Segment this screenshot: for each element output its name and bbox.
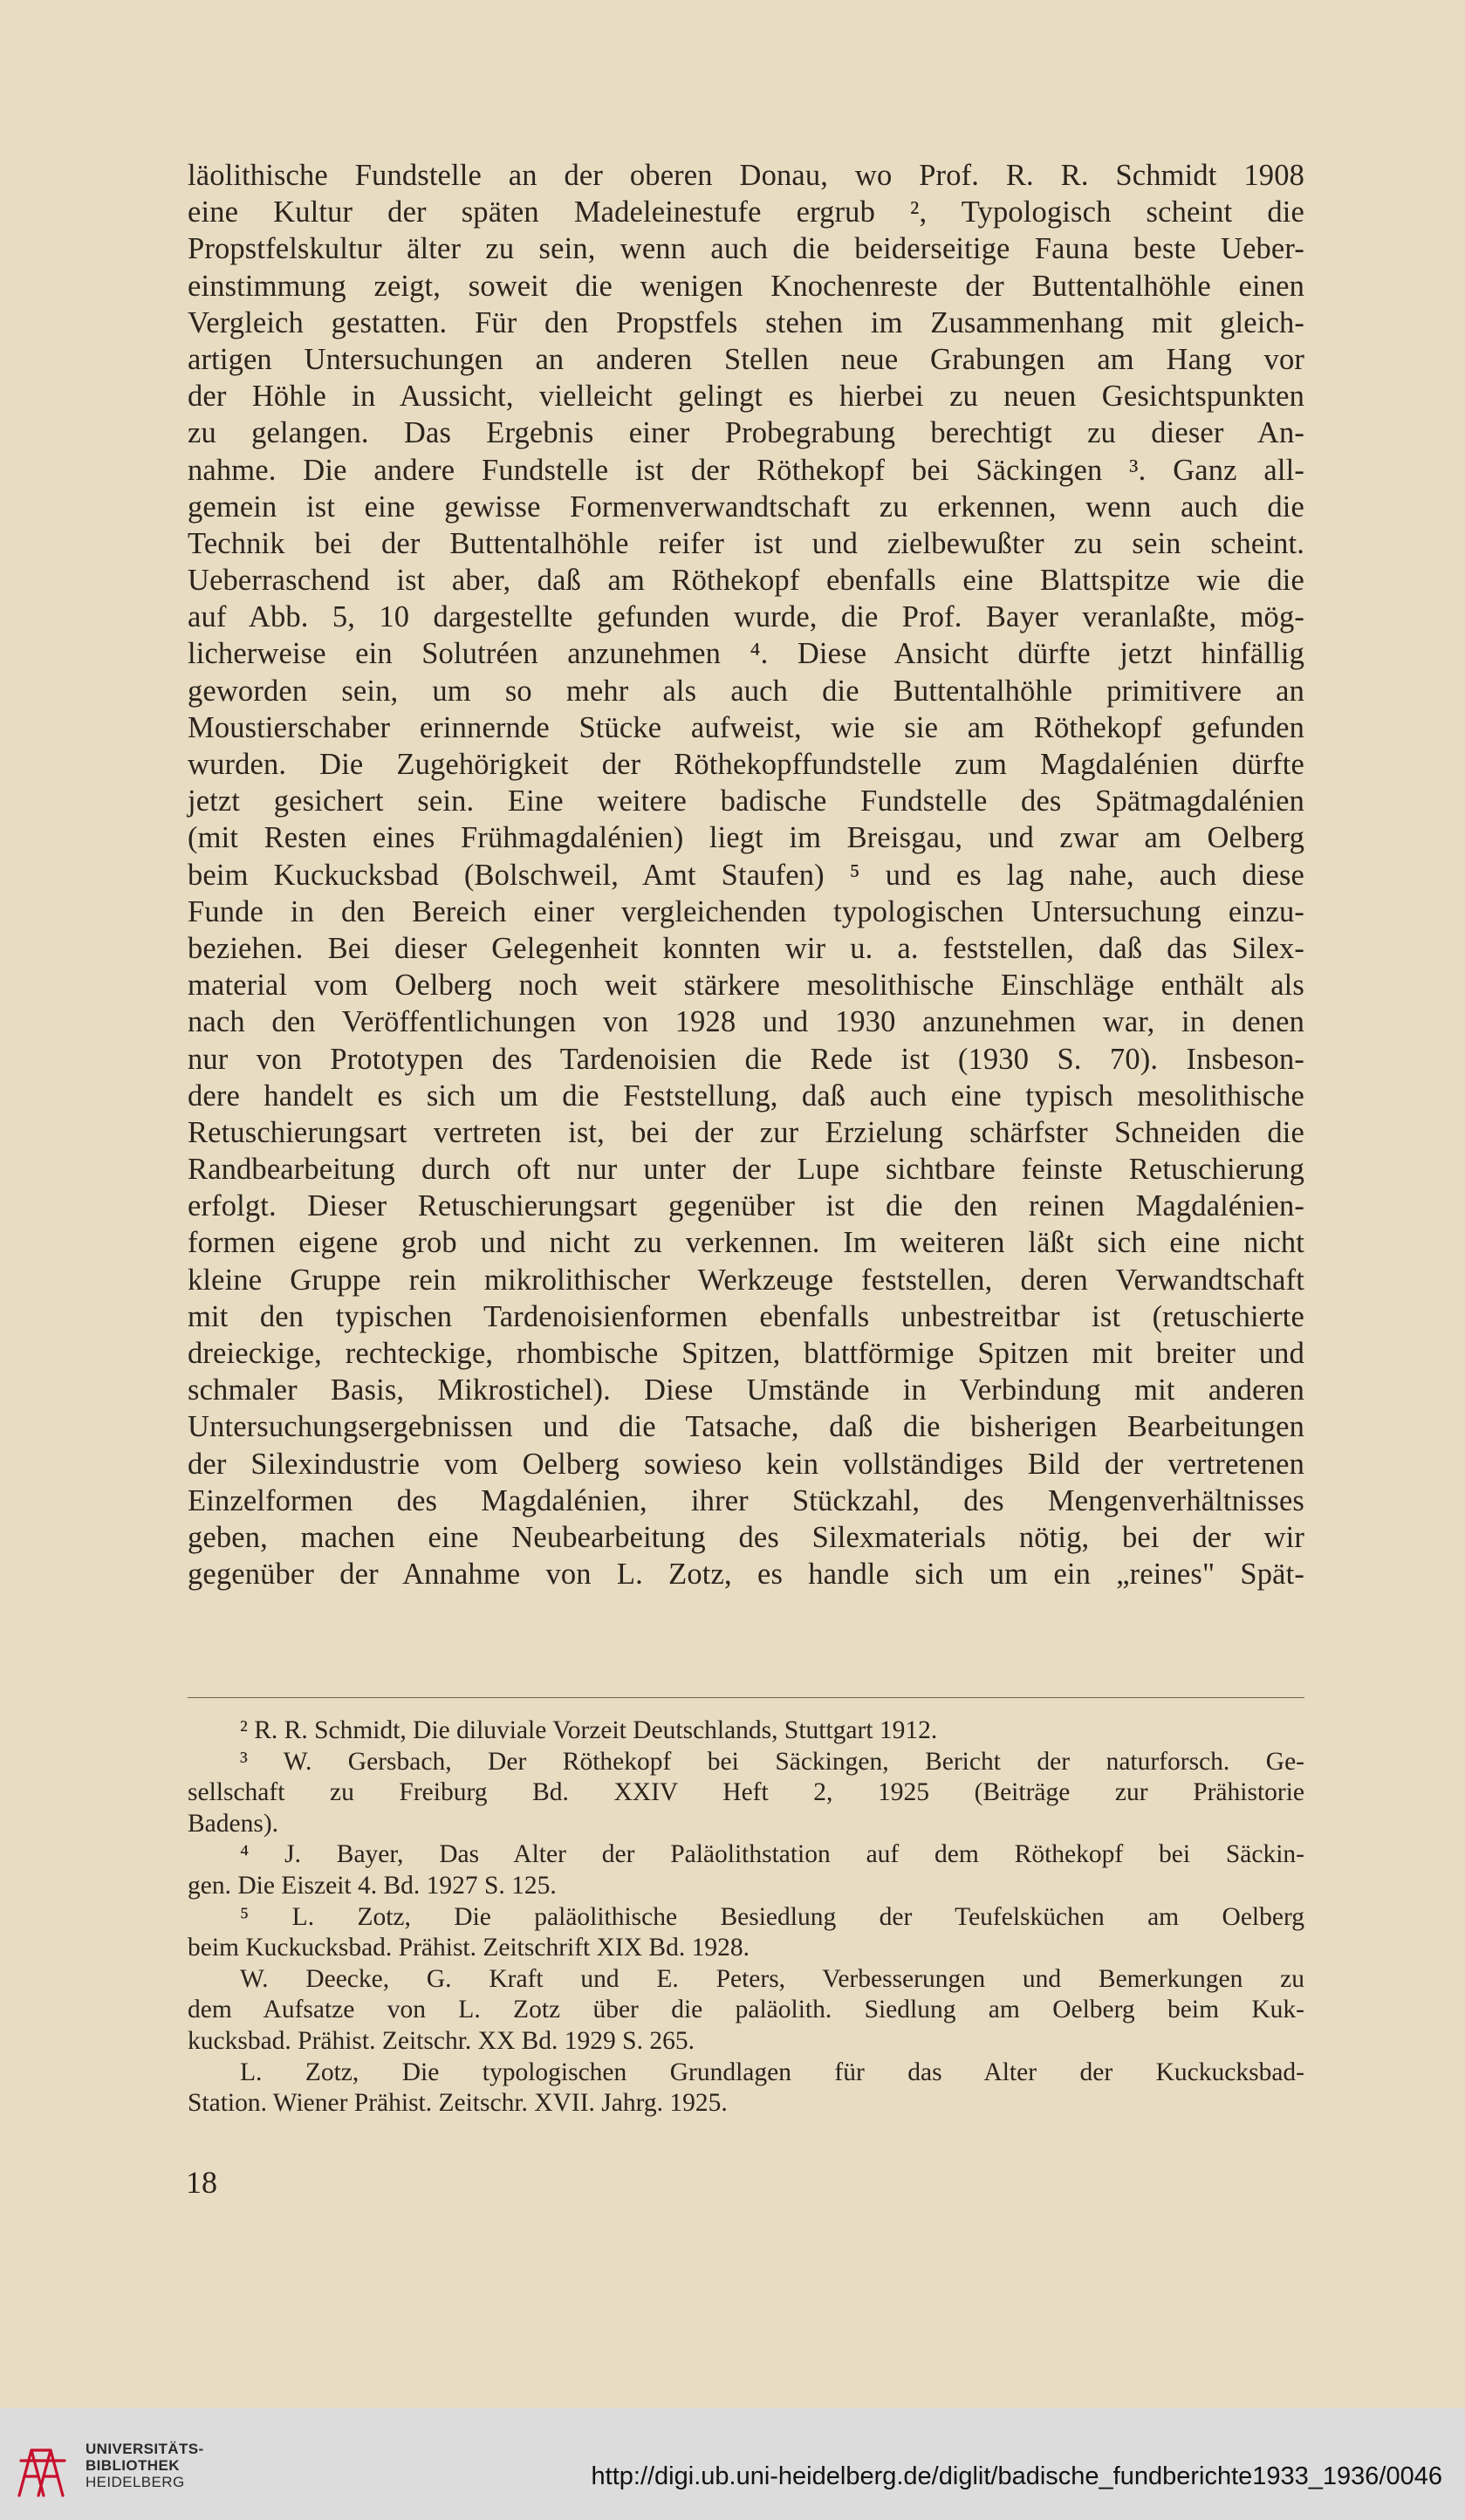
text-line: geben, machen eine Neubearbeitung des Silexmaterials nötig, bei der wir (188, 1520, 1304, 1554)
text-line: erfolgt. Dieser Retuschierungsart gegenüber ist die den reinen Magdalénien- (188, 1189, 1304, 1223)
text-line: schmaler Basis, Mikrostichel). Diese Umstände in Verbindung mit anderen (188, 1373, 1304, 1407)
text-line: läolithische Fundstelle an der oberen Donau, wo Prof. R. R. Schmidt 1908 (188, 159, 1304, 192)
text-line: gemein ist eine gewisse Formenverwandtschaft zu erkennen, wenn auch die (188, 490, 1304, 524)
university-library-logo-icon (12, 2434, 75, 2504)
text-line: Funde in den Bereich einer vergleichenden typologischen Untersuchung einzu- (188, 894, 1304, 928)
footnote-line: ⁴ J. Bayer, Das Alter der Paläolithstation auf dem Röthekopf bei Säckin- (240, 1840, 1304, 1869)
footnote-line: L. Zotz, Die typologischen Grundlagen für das Alter der Kuckucksbad- (240, 2058, 1304, 2086)
footnote-line: kucksbad. Prähist. Zeitschr. XX Bd. 1929 S. 265. (188, 2026, 695, 2055)
library-name-line-1: UNIVERSITÄTS- (86, 2441, 204, 2457)
text-line: gegenüber der Annahme von L. Zotz, es handle sich um ein „reines" Spät- (188, 1558, 1304, 1592)
text-line: jetzt gesichert sein. Eine weitere badische Fundstelle des Spätmagdalénien (188, 784, 1304, 818)
footnote-line: sellschaft zu Freiburg Bd. XXIV Heft 2, 1925 (Beiträge zur Prähistorie (188, 1778, 1304, 1807)
text-line: zu gelangen. Das Ergebnis einer Probegrabung berechtigt zu dieser An- (188, 416, 1304, 450)
text-line: beziehen. Bei dieser Gelegenheit konnten wir u. a. feststellen, daß das Silex- (188, 931, 1304, 965)
footnote-line: ³ W. Gersbach, Der Röthekopf bei Säckingen, Bericht der naturforsch. Ge- (240, 1747, 1304, 1776)
library-name-line-2: BIBLIOTHEK (86, 2457, 180, 2474)
footnote-line: ² R. R. Schmidt, Die diluviale Vorzeit Deutschlands, Stuttgart 1912. (240, 1716, 938, 1744)
text-line: Propstfelskultur älter zu sein, wenn auch die beiderseitige Fauna beste Ueber- (188, 232, 1304, 266)
text-line: (mit Resten eines Frühmagdalénien) liegt im Breisgau, und zwar am Oelberg (188, 821, 1304, 855)
library-name-line-3: HEIDELBERG (86, 2474, 185, 2490)
footnote-line: Badens). (188, 1809, 279, 1838)
footnotes (188, 1715, 1304, 2119)
text-line: Einzelformen des Magdalénien, ihrer Stückzahl, des Mengenverhältnisses (188, 1483, 1304, 1517)
text-line: wurden. Die Zugehörigkeit der Röthekopffundstelle zum Magdalénien dürfte (188, 748, 1304, 781)
text-line: artigen Untersuchungen an anderen Stellen neue Grabungen am Hang vor (188, 342, 1304, 376)
footnote-line: Station. Wiener Prähist. Zeitschr. XVII. Jahrg. 1925. (188, 2089, 728, 2118)
footnote-line: dem Aufsatze von L. Zotz über die paläolith. Siedlung am Oelberg beim Kuk- (188, 1996, 1304, 2024)
text-line: eine Kultur der späten Madeleinestufe ergrub ², Typologisch scheint die (188, 195, 1304, 229)
text-line: licherweise ein Solutréen anzunehmen ⁴. Diese Ansicht dürfte jetzt hinfällig (188, 637, 1304, 671)
text-line: beim Kuckucksbad (Bolschweil, Amt Staufen) ⁵ und es lag nahe, auch diese (188, 858, 1304, 892)
text-line: geworden sein, um so mehr als auch die Buttentalhöhle primitivere an (188, 674, 1304, 708)
text-line: Vergleich gestatten. Für den Propstfels stehen im Zusammenhang mit gleich- (188, 305, 1304, 339)
text-line: dere handelt es sich um die Feststellung, daß auch eine typisch mesolithische (188, 1079, 1304, 1113)
text-line: einstimmung zeigt, soweit die wenigen Knochenreste der Buttentalhöhle einen (188, 269, 1304, 303)
text-line: der Silexindustrie vom Oelberg sowieso kein vollständiges Bild der vertretenen (188, 1447, 1304, 1481)
text-line: nach den Veröffentlichungen von 1928 und 1930 anzunehmen war, in denen (188, 1005, 1304, 1039)
text-line: dreieckige, rechteckige, rhombische Spitzen, blattförmige Spitzen mit breiter und (188, 1337, 1304, 1370)
text-line: Technik bei der Buttentalhöhle reifer ist und zielbewußter zu sein scheint. (188, 526, 1304, 560)
text-line: Retuschierungsart vertreten ist, bei der zur Erzielung schärfster Schneiden die (188, 1115, 1304, 1149)
text-line: der Höhle in Aussicht, vielleicht gelingt es hierbei zu neuen Gesichtspunkten (188, 380, 1304, 414)
text-line: material vom Oelberg noch weit stärkere mesolithische Einschläge enthält als (188, 969, 1304, 1003)
body-text (188, 157, 1304, 1592)
footnote-line: gen. Die Eiszeit 4. Bd. 1927 S. 125. (188, 1871, 557, 1900)
text-line: kleine Gruppe rein mikrolithischer Werkzeuge feststellen, deren Verwandtschaft (188, 1263, 1304, 1297)
footnote-line: beim Kuckucksbad. Prähist. Zeitschrift XIX Bd. 1928. (188, 1934, 750, 1962)
footnote-line: W. Deecke, G. Kraft und E. Peters, Verbesserungen und Bemerkungen zu (240, 1964, 1304, 1993)
footnote-separator (188, 1697, 1304, 1698)
permalink-url[interactable]: http://digi.ub.uni-heidelberg.de/diglit/badische_fundberichte1933_1936/0046 (591, 2462, 1442, 2490)
text-line: Randbearbeitung durch oft nur unter der Lupe sichtbare feinste Retuschierung (188, 1153, 1304, 1187)
library-name (86, 2441, 204, 2490)
text-line: Ueberraschend ist aber, daß am Röthekopf ebenfalls eine Blattspitze wie die (188, 564, 1304, 598)
text-line: nahme. Die andere Fundstelle ist der Röthekopf bei Säckingen ³. Ganz all- (188, 453, 1304, 487)
text-line: auf Abb. 5, 10 dargestellte gefunden wurde, die Prof. Bayer veranlaßte, mög- (188, 600, 1304, 634)
text-line: nur von Prototypen des Tardenoisien die Rede ist (1930 S. 70). Insbeson- (188, 1042, 1304, 1076)
text-line: mit den typischen Tardenoisienformen ebenfalls unbestreitbar ist (retuschierte (188, 1299, 1304, 1333)
text-line: Untersuchungsergebnissen und die Tatsache, daß die bisherigen Bearbeitungen (188, 1410, 1304, 1444)
text-line: formen eigene grob und nicht zu verkennen. Im weiteren läßt sich eine nicht (188, 1226, 1304, 1260)
footnote-line: ⁵ L. Zotz, Die paläolithische Besiedlung der Teufelsküchen am Oelberg (240, 1902, 1304, 1931)
text-line: Moustierschaber erinnernde Stücke aufweist, wie sie am Röthekopf gefunden (188, 710, 1304, 744)
page-number: 18 (186, 2165, 217, 2200)
